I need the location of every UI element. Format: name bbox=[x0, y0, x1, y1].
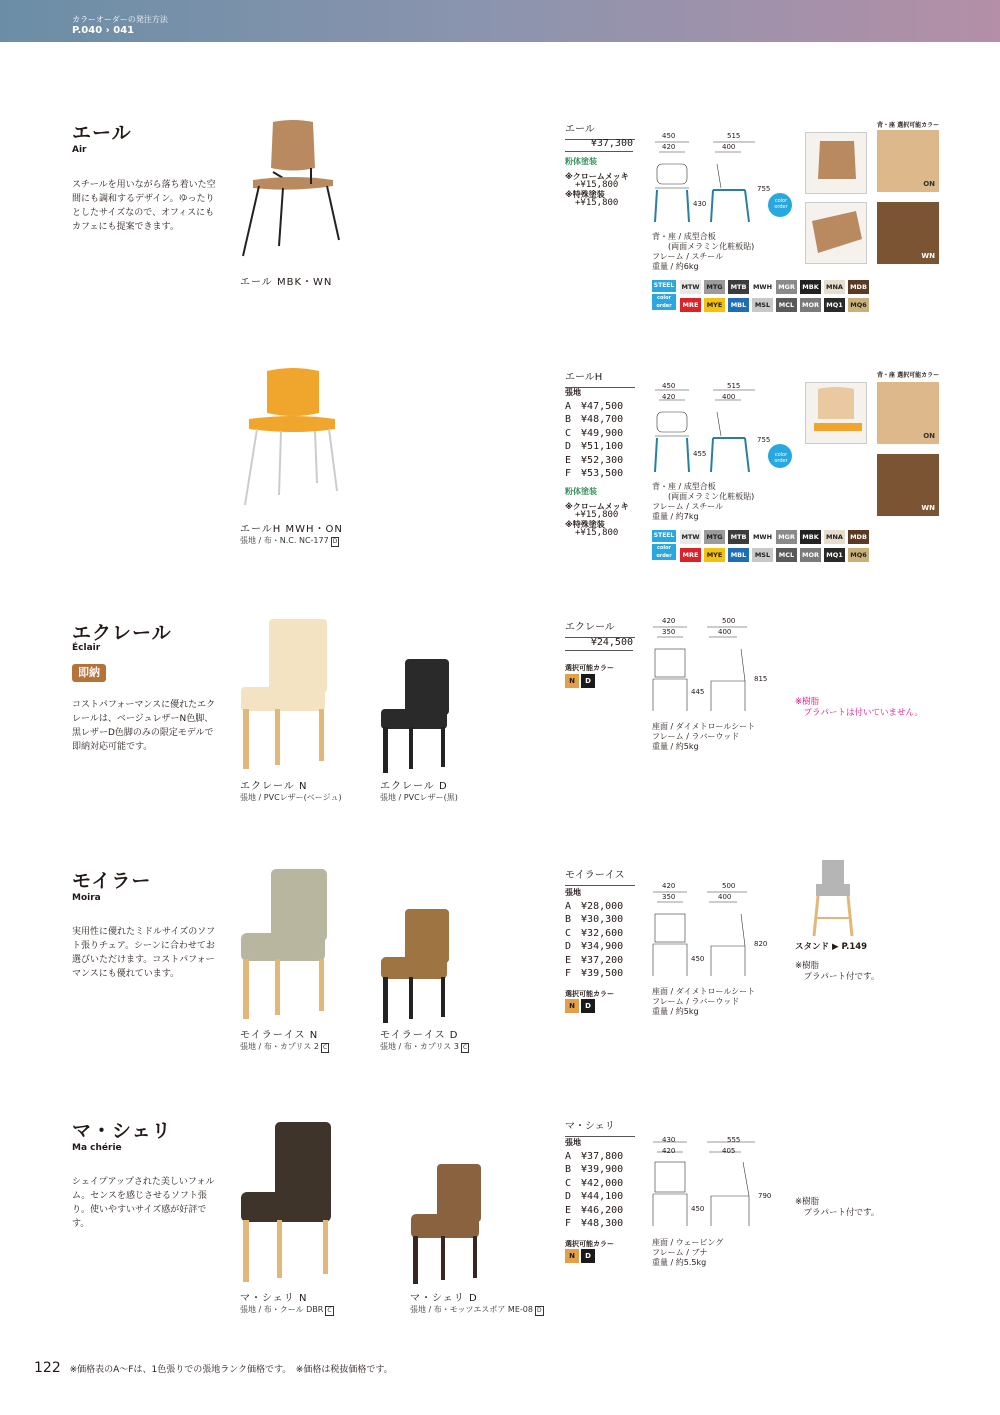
model-eclair: エクレール bbox=[565, 618, 635, 638]
dim-d2: 400 bbox=[722, 143, 736, 151]
dimension-drawing-macherie bbox=[645, 1130, 775, 1230]
color-order-badge-h: color order bbox=[774, 452, 788, 464]
dim-d1-m: 500 bbox=[722, 882, 736, 890]
detail-image-air-1 bbox=[805, 132, 867, 194]
product-name-moira: モイラー bbox=[72, 870, 152, 892]
note-moira: ※樹脂 プラパート付です。 bbox=[795, 961, 880, 982]
page-header bbox=[0, 0, 1000, 42]
steel-color-chart-airh: STEEL color order MTW MTG MTB MWH MGR MBK MNA MDB MRE MYE MBL MSL MCL MOR MQ1 MQ6 bbox=[652, 528, 872, 564]
sel-color-eclair: 選択可能カラー bbox=[565, 664, 614, 672]
dim-d2-h: 400 bbox=[722, 393, 736, 401]
caption-eclair-n: エクレール N bbox=[240, 781, 308, 792]
dim-sh-m: 450 bbox=[691, 955, 705, 963]
caption-eclair-d: エクレール D bbox=[380, 781, 448, 792]
dim-h-h: 755 bbox=[757, 436, 771, 444]
chair-image-macherie-d bbox=[405, 1160, 485, 1288]
note-macherie: ※樹脂 プラパート付です。 bbox=[795, 1197, 880, 1218]
chair-image-eclair-d bbox=[375, 655, 455, 775]
price-table-moira: 張地 A ¥28,000 B ¥30,300 C ¥32,600 D ¥34,900 E ¥37,200 F ¥39,500 bbox=[565, 888, 624, 979]
caption2-macherie-n: 張地 / 布・クール DBR C bbox=[240, 1305, 332, 1314]
finish-swatch-wn-h: WN bbox=[877, 454, 939, 516]
dim-h-e: 815 bbox=[754, 675, 768, 683]
product-desc-moira: 実用性に優れたミドルサイズのソフト張りチェア。シーンに合わせてお選びいただけます。コストパフォーマンスにも優れています。 bbox=[72, 927, 216, 979]
product-desc-air: スチールを用いながら落ち着いた空間にも調和するデザイン。ゆったりとしたサイズなので、オフィスにもカフェにも提案できます。 bbox=[72, 180, 216, 232]
chair-image-moira-d bbox=[375, 905, 455, 1025]
product-sub-moira: Moira bbox=[72, 893, 101, 903]
model-macherie: マ・シェリ bbox=[565, 1117, 635, 1137]
price-eclair: ¥24,500 bbox=[565, 637, 633, 651]
caption2-moira-d: 張地 / 布・カプリス 3 C bbox=[380, 1042, 468, 1051]
sel-color-macherie: 選択可能カラー bbox=[565, 1240, 614, 1248]
finish-swatch-on: ON bbox=[877, 130, 939, 192]
product-sub-macherie: Ma chérie bbox=[72, 1143, 122, 1153]
dim-w1: 450 bbox=[662, 132, 676, 140]
caption2-eclair-d: 張地 / PVCレザー(黒) bbox=[380, 793, 458, 802]
swatch-n-macherie: N bbox=[565, 1249, 579, 1263]
product-name-eclair: エクレール bbox=[72, 622, 172, 644]
dim-d2-e: 400 bbox=[718, 628, 732, 636]
swatch-d-macherie: D bbox=[581, 1249, 595, 1263]
color-order-badge: color order bbox=[774, 198, 788, 210]
caption-macherie-d: マ・シェリ D bbox=[410, 1293, 478, 1304]
caption2-macherie-d: 張地 / 布・モッツエスポア ME-08 D bbox=[410, 1305, 542, 1314]
stand-link[interactable]: スタンド ▶ P.149 bbox=[795, 942, 868, 952]
swatch-n-eclair: N bbox=[565, 674, 579, 688]
stand-image bbox=[808, 858, 858, 938]
dim-d1: 515 bbox=[727, 132, 741, 140]
price-air: ¥37,300 bbox=[565, 138, 633, 152]
footer-note: ※価格表のA～Fは、1色張りでの張地ランク価格です。 ※価格は税抜価格です。 bbox=[69, 1365, 393, 1375]
chair-image-air bbox=[235, 118, 345, 268]
swatch-d-moira: D bbox=[581, 999, 595, 1013]
note-eclair: ※樹脂 プラパートは付いていません。 bbox=[795, 697, 924, 718]
dim-d2-mc: 405 bbox=[722, 1147, 736, 1155]
dim-sh: 430 bbox=[693, 200, 707, 208]
spec-eclair: 座面 / ダイメトロールシート フレーム / ラバーウッド 重量 / 約5kg bbox=[652, 722, 756, 751]
caption-macherie-n: マ・シェリ N bbox=[240, 1293, 308, 1304]
page-footer bbox=[34, 1360, 393, 1376]
paint-air: 粉体塗装 bbox=[565, 157, 597, 166]
chair-image-macherie-n bbox=[235, 1118, 335, 1288]
product-desc-eclair: コストパフォーマンスに優れたエクレールは、ベージュレザーN色脚、黒レザーD色脚のみの限定モデルで即納対応可能です。 bbox=[72, 700, 216, 752]
product-sub-eclair: Éclair bbox=[72, 643, 101, 653]
product-name-macherie: マ・シェリ bbox=[72, 1120, 172, 1142]
product-sub-air: Air bbox=[72, 145, 87, 155]
dim-h-m: 820 bbox=[754, 940, 768, 948]
dim-d2-m: 400 bbox=[718, 893, 732, 901]
header-page-ref: P.040 › 041 bbox=[72, 25, 135, 36]
finish-label-air: 背・座 選択可能カラー bbox=[877, 122, 940, 129]
finish-swatch-on-h: ON bbox=[877, 382, 939, 444]
caption2-moira-n: 張地 / 布・カプリス 2 C bbox=[240, 1042, 328, 1051]
options-air: ※クロームメッキ +¥15,800 ※特殊塗装 +¥15,800 bbox=[565, 172, 629, 208]
dim-w2-h: 420 bbox=[662, 393, 676, 401]
color-order-tag: color order bbox=[652, 294, 676, 310]
caption-moira-n: モイラーイス N bbox=[240, 1030, 319, 1041]
dim-w1-m: 420 bbox=[662, 882, 676, 890]
steel-color-chart-air: STEEL color order MTW MTG MTB MWH MGR MBK MNA MDB MRE MYE MBL MSL MCL MOR MQ1 MQ6 bbox=[652, 278, 872, 314]
spec-moira: 座面 / ダイメトロールシート フレーム / ラバーウッド 重量 / 約5kg bbox=[652, 987, 756, 1016]
swatch-n-moira: N bbox=[565, 999, 579, 1013]
dim-d1-h: 515 bbox=[727, 382, 741, 390]
chair-image-airh bbox=[235, 365, 345, 515]
product-name-air: エール bbox=[72, 122, 132, 144]
price-table-macherie: 張地 A ¥37,800 B ¥39,900 C ¥42,000 D ¥44,100 E ¥46,200 F ¥48,300 bbox=[565, 1138, 624, 1229]
dim-w2-m: 350 bbox=[662, 893, 676, 901]
dim-w1-mc: 430 bbox=[662, 1136, 676, 1144]
finish-label-airh: 背・座 選択可能カラー bbox=[877, 372, 940, 379]
header-title: カラーオーダーの発注方法 bbox=[72, 15, 168, 24]
detail-image-air-2 bbox=[805, 202, 867, 264]
dim-h-mc: 790 bbox=[758, 1192, 772, 1200]
model-air: エール bbox=[565, 120, 635, 140]
dim-sh-mc: 450 bbox=[691, 1205, 705, 1213]
product-desc-macherie: シェイプアップされた美しいフォルム。センスを感じさせるソフト張り。使いやすいサイズ感が好評です。 bbox=[72, 1177, 215, 1229]
dim-w2-mc: 420 bbox=[662, 1147, 676, 1155]
sel-color-moira: 選択可能カラー bbox=[565, 990, 614, 998]
spec-macherie: 座面 / ウェービング フレーム / ブナ 重量 / 約5.5kg bbox=[652, 1238, 724, 1267]
caption-air: エール MBK・WN bbox=[240, 277, 333, 288]
dim-w2-e: 350 bbox=[662, 628, 676, 636]
chair-image-moira-n bbox=[235, 865, 335, 1025]
spec-airh: 背・座 / 成型合板 (両面メラミン化粧板貼) フレーム / スチール 重量 / 約7kg bbox=[652, 482, 755, 521]
swatch-d-eclair: D bbox=[581, 674, 595, 688]
model-airh: エールH bbox=[565, 368, 635, 388]
caption2-airh: 張地 / 布・N.C. NC-177 D bbox=[240, 536, 338, 545]
steel-tag: STEEL bbox=[652, 280, 676, 292]
caption-moira-d: モイラーイス D bbox=[380, 1030, 459, 1041]
sokuno-badge: 即納 bbox=[72, 664, 106, 682]
dim-d1-e: 500 bbox=[722, 617, 736, 625]
finish-swatch-wn: WN bbox=[877, 202, 939, 264]
caption2-eclair-n: 張地 / PVCレザー(ベージュ) bbox=[240, 793, 342, 802]
detail-image-airh bbox=[805, 382, 867, 444]
chair-image-eclair-n bbox=[235, 615, 335, 775]
paint-airh: 粉体塗装 bbox=[565, 487, 597, 496]
spec-air: 背・座 / 成型合板 (両面メラミン化粧板貼) フレーム / スチール 重量 / 約6kg bbox=[652, 232, 755, 271]
page-number: 122 bbox=[34, 1360, 61, 1376]
options-airh: ※クロームメッキ +¥15,800 ※特殊塗装 +¥15,800 bbox=[565, 502, 629, 538]
dim-w1-e: 420 bbox=[662, 617, 676, 625]
dim-d1-mc: 555 bbox=[727, 1136, 741, 1144]
dim-h: 755 bbox=[757, 185, 771, 193]
model-moira: モイラーイス bbox=[565, 866, 635, 886]
dim-w1-h: 450 bbox=[662, 382, 676, 390]
dim-w2: 420 bbox=[662, 143, 676, 151]
caption-airh: エールH MWH・ON bbox=[240, 524, 343, 535]
price-table-airh: 張地 A ¥47,500 B ¥48,700 C ¥49,900 D ¥51,100 E ¥52,300 F ¥53,500 bbox=[565, 388, 624, 479]
dim-sh-e: 445 bbox=[691, 688, 705, 696]
dim-sh-h: 455 bbox=[693, 450, 707, 458]
